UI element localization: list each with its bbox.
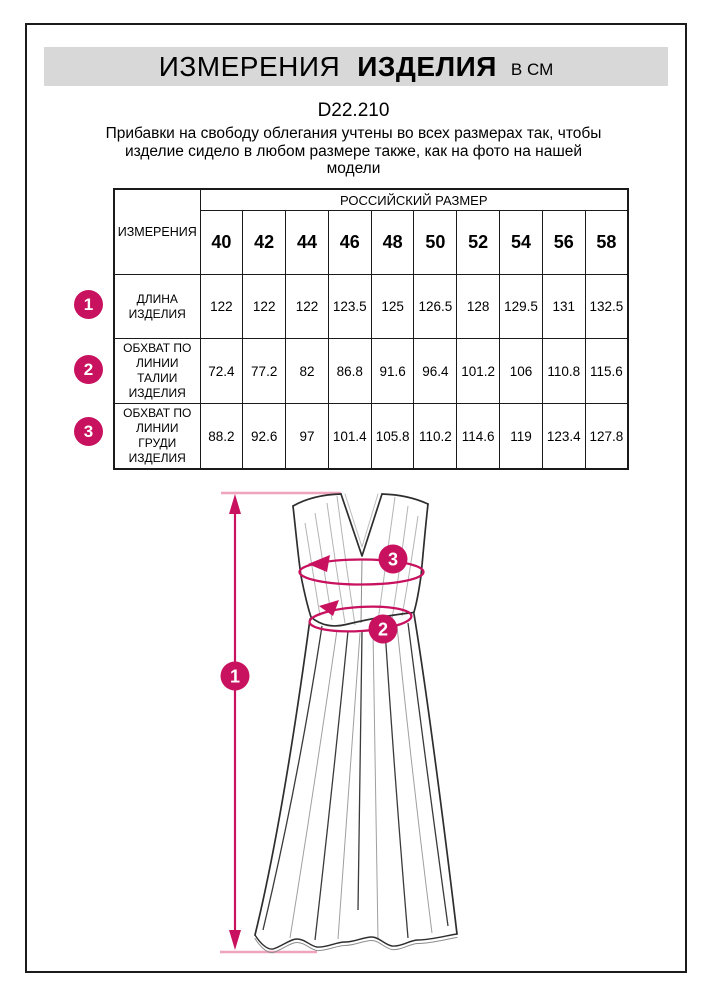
size-table	[113, 188, 629, 470]
cell-value: 122	[200, 275, 243, 339]
page-title-units: В СМ	[510, 59, 554, 79]
left-side-seam	[293, 506, 311, 617]
cell-value: 110.8	[542, 339, 585, 404]
row-label: ДЛИНА ИЗДЕЛИЯ	[114, 275, 200, 339]
skirt-fold-lines-dark	[263, 623, 448, 940]
cell-value: 127.8	[585, 404, 628, 470]
cell-value: 122	[243, 275, 286, 339]
cell-value: 115.6	[585, 339, 628, 404]
row-marker-3	[74, 417, 103, 446]
length-dimension-line	[229, 494, 241, 950]
row-marker-3-number: 3	[83, 421, 94, 441]
cell-value: 123.5	[328, 275, 371, 339]
cell-value: 105.8	[371, 404, 414, 470]
skirt-left-edge	[255, 619, 310, 935]
cell-value: 101.2	[457, 339, 500, 404]
size-col-header: 50	[414, 211, 457, 275]
badge-waist-number: 2	[377, 619, 389, 640]
size-col-header: 40	[200, 211, 243, 275]
arrow-up-icon	[229, 494, 241, 514]
table-corner-header: ИЗМЕРЕНИЯ	[114, 189, 200, 275]
cell-value: 96.4	[414, 339, 457, 404]
fit-note-line: Прибавки на свободу облегания учтены во всех размерах так, чтобы	[105, 125, 602, 142]
arrow-left-icon	[308, 555, 330, 572]
size-group-header: РОССИЙСКИЙ РАЗМЕР	[200, 189, 628, 211]
right-shoulder-line	[382, 494, 428, 504]
dress-sketch	[205, 483, 495, 973]
row-label: ОБХВАТ ПО ЛИНИИ ТАЛИИ ИЗДЕЛИЯ	[114, 339, 200, 404]
table-row-waist	[114, 339, 628, 404]
size-col-header: 44	[286, 211, 329, 275]
model-code: D22.210	[317, 100, 390, 121]
fit-note-line: изделие сидело в любом размере также, как на фото на нашей	[124, 142, 583, 160]
badge-length-number: 1	[229, 666, 241, 687]
left-shoulder-line	[293, 494, 341, 506]
right-side-seam	[414, 504, 428, 612]
badge-bust-number: 3	[387, 549, 399, 570]
size-col-header: 58	[585, 211, 628, 275]
size-col-header: 48	[371, 211, 414, 275]
cell-value: 114.6	[457, 404, 500, 470]
table-row-length	[114, 275, 628, 339]
cell-value: 97	[286, 404, 329, 470]
cell-value: 131	[542, 275, 585, 339]
row-marker-2	[74, 355, 103, 384]
cell-value: 77.2	[243, 339, 286, 404]
cell-value: 106	[500, 339, 543, 404]
size-col-header: 52	[457, 211, 500, 275]
fit-note	[0, 125, 707, 178]
cell-value: 101.4	[328, 404, 371, 470]
cell-value: 110.2	[414, 404, 457, 470]
cell-value: 88.2	[200, 404, 243, 470]
skirt-right-edge	[414, 614, 457, 934]
row-marker-2-number: 2	[83, 359, 94, 379]
row-marker-1-number: 1	[83, 294, 94, 314]
size-col-header: 56	[542, 211, 585, 275]
cell-value: 91.6	[371, 339, 414, 404]
size-col-header: 54	[500, 211, 543, 275]
row-marker-1	[74, 290, 103, 319]
cell-value: 126.5	[414, 275, 457, 339]
size-col-header: 46	[328, 211, 371, 275]
cell-value: 122	[286, 275, 329, 339]
cell-value: 72.4	[200, 339, 243, 404]
dress-outline	[255, 494, 457, 953]
cell-value: 125	[371, 275, 414, 339]
cell-value: 132.5	[585, 275, 628, 339]
cell-value: 86.8	[328, 339, 371, 404]
cell-value: 129.5	[500, 275, 543, 339]
cell-value: 128	[457, 275, 500, 339]
cell-value: 82	[286, 339, 329, 404]
page-title-measurements: ИЗМЕРЕНИЯ	[158, 50, 341, 82]
table-row-bust	[114, 404, 628, 470]
arrow-down-icon	[229, 930, 241, 950]
cell-value: 92.6	[243, 404, 286, 470]
fit-note-line: модели	[326, 160, 381, 177]
row-label: ОБХВАТ ПО ЛИНИИ ГРУДИ ИЗДЕЛИЯ	[114, 404, 200, 470]
size-col-header: 42	[243, 211, 286, 275]
page-title-product: ИЗДЕЛИЯ	[357, 50, 497, 82]
cell-value: 123.4	[542, 404, 585, 470]
title-bar	[44, 47, 668, 86]
cell-value: 119	[500, 404, 543, 470]
